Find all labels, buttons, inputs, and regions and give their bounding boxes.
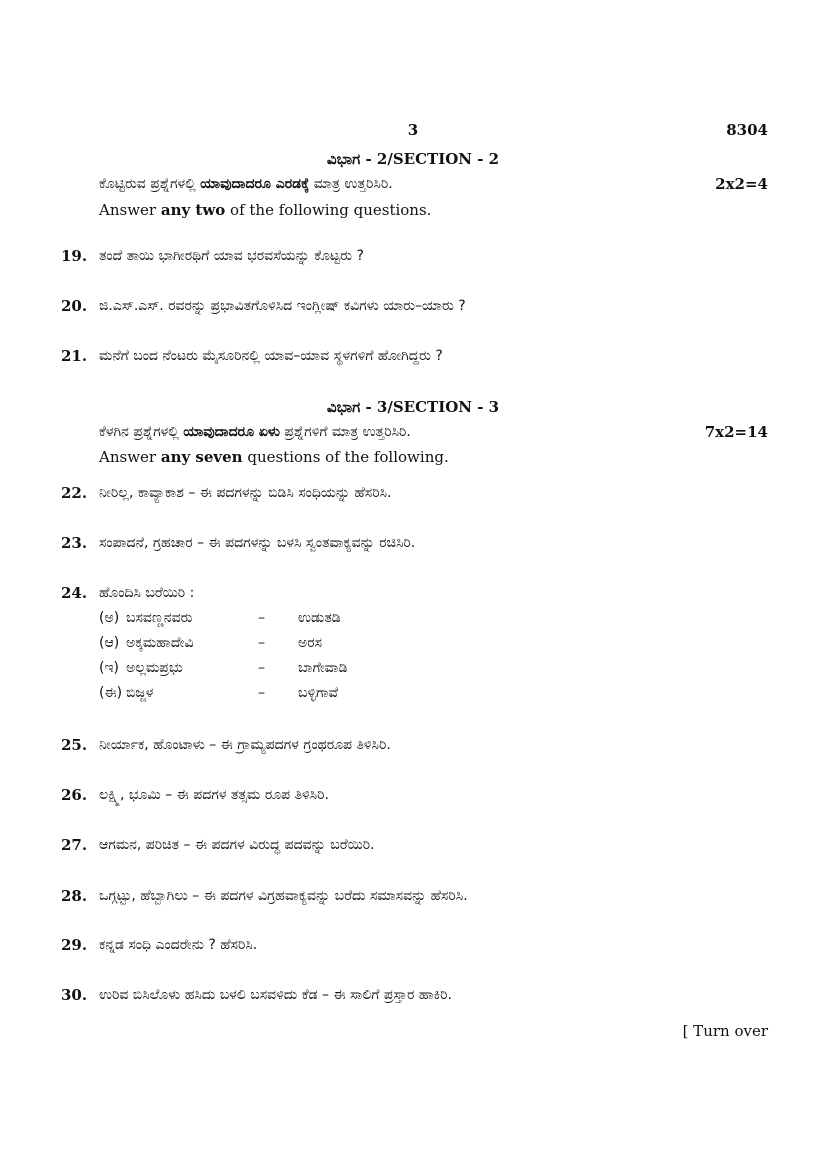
section-2-heading: ವಿಭಾಗ - 2/SECTION - 2 — [326, 150, 500, 168]
question-text: ಹೊಂದಿಸಿ ಬರೆಯಿರಿ : — [99, 585, 195, 601]
question-text: ಮನೆಗೆ ಬಂದ ನೆಂಟರು ಮೈಸೂರಿನಲ್ಲಿ ಯಾವ–ಯಾವ ಸ್ಥಳಗಳಿಗೆ ಹೋಗಿದ್ದರು ? — [99, 348, 443, 364]
match-item-label: (ಈ) — [99, 685, 123, 701]
question-number: 20. — [61, 297, 88, 315]
question-number: 21. — [61, 347, 88, 365]
question-text: ಉರಿವ ಬಿಸಿಲೊಳು ಹಸಿದು ಬಳಲಿ ಬಸವಳಿದು ಕೆಡ – ಈ ಸಾಲಿಗೆ ಪ್ರಸ್ತಾರ ಹಾಕಿರಿ. — [99, 987, 452, 1003]
section-2-instruction-kannada — [99, 176, 393, 192]
question-text: ಒಗ್ಗಟ್ಟು, ಹೆಬ್ಬಾಗಿಲು – ಈ ಪದಗಳ ವಿಗ್ರಹವಾಕ್ಯವನ್ನು ಬರೆದು ಸಮಾಸವನ್ನು ಹೆಸರಿಸಿ. — [99, 888, 468, 904]
instruction-text: ಕೊಟ್ಟಿರುವ ಪ್ರಶ್ನೆಗಳಲ್ಲಿ — [99, 176, 201, 192]
instruction-text: ಪ್ರಶ್ನೆಗಳಿಗೆ ಮಾತ್ರ ಉತ್ತರಿಸಿರಿ. — [279, 424, 411, 440]
question-text: ಆಗಮನ, ಪರಿಚಿತ – ಈ ಪದಗಳ ವಿರುದ್ಧ ಪದವನ್ನು ಬರೆಯಿರಿ. — [99, 837, 375, 853]
match-left-item: ಅಲ್ಲಮಪ್ರಭು — [126, 660, 183, 676]
question-number: 23. — [61, 534, 88, 552]
question-number: 27. — [61, 836, 88, 854]
question-text: ಜಿ.ಎಸ್.ಎಸ್. ರವರನ್ನು ಪ್ರಭಾವಿತಗೊಳಿಸಿದ ಇಂಗ್ಲೀಷ್ ಕವಿಗಳು ಯಾರು–ಯಾರು ? — [99, 298, 466, 314]
match-right-item: ಬಾಗೇವಾಡಿ — [298, 660, 348, 676]
match-item-label: (ಅ) — [99, 610, 120, 626]
match-item-label: (ಆ) — [99, 635, 120, 651]
instruction-emphasis: ಯಾವುದಾದರೂ ಎರಡಕ್ಕೆ — [200, 176, 310, 192]
instruction-emphasis: ಯಾವುದಾದರೂ ಏಳು — [183, 424, 280, 440]
question-number: 24. — [61, 584, 88, 602]
turn-over-note: [ Turn over — [682, 1022, 768, 1040]
instruction-text: questions of the following. — [242, 448, 449, 466]
section-3-instruction-kannada — [99, 424, 411, 440]
instruction-text: Answer — [99, 201, 161, 219]
instruction-text: ಮಾತ್ರ ಉತ್ತರಿಸಿರಿ. — [309, 176, 393, 192]
match-left-item: ಬಿಜ್ಜಳ — [126, 685, 154, 701]
instruction-text: of the following questions. — [225, 201, 432, 219]
question-text: ಕನ್ನಡ ಸಂಧಿ ಎಂದರೇನು ? ಹೆಸರಿಸಿ. — [99, 937, 258, 953]
question-number: 19. — [61, 247, 88, 265]
match-right-item: ಉಡುತಡಿ — [298, 610, 341, 626]
question-number: 30. — [61, 986, 88, 1004]
section-3-marks: 7x2=14 — [704, 423, 768, 441]
question-number: 26. — [61, 786, 88, 804]
match-left-item: ಅಕ್ಕಮಹಾದೇವಿ — [126, 635, 194, 651]
section-3-instruction-english — [99, 448, 449, 466]
question-number: 22. — [61, 484, 88, 502]
paper-code: 8304 — [726, 121, 768, 139]
match-dash: – — [258, 610, 265, 626]
question-number: 28. — [61, 887, 88, 905]
match-left-item: ಬಸವಣ್ಣನವರು — [126, 610, 193, 626]
match-dash: – — [258, 635, 265, 651]
match-right-item: ಬಳ್ಳಿಗಾವೆ — [298, 685, 339, 701]
match-right-item: ಅರಸ — [298, 635, 323, 651]
match-dash: – — [258, 685, 265, 701]
question-text: ತಂದೆ ತಾಯಿ ಭಾಗೀರಥಿಗೆ ಯಾವ ಭರವಸೆಯನ್ನು ಕೊಟ್ಟರು ? — [99, 248, 364, 264]
question-text: ಸಂಪಾದನೆ, ಗ್ರಹಚಾರ – ಈ ಪದಗಳನ್ನು ಬಳಸಿ ಸ್ವಂತವಾಕ್ಯವನ್ನು ರಚಿಸಿರಿ. — [99, 535, 416, 551]
question-text: ನೀರ್ಯಾಕ, ಹೊಂಟಾಳು – ಈ ಗ್ರಾಮ್ಯಪದಗಳ ಗ್ರಂಥರೂಪ ತಿಳಿಸಿರಿ. — [99, 737, 391, 753]
question-number: 29. — [61, 936, 88, 954]
section-2-instruction-english — [99, 201, 431, 219]
instruction-emphasis: any two — [160, 201, 226, 219]
section-3-heading: ವಿಭಾಗ - 3/SECTION - 3 — [326, 398, 500, 416]
instruction-text: ಕೆಳಗಿನ ಪ್ರಶ್ನೆಗಳಲ್ಲಿ — [99, 424, 184, 440]
section-2-marks: 2x2=4 — [715, 175, 768, 193]
question-text: ನೀರಿಲ್ಲ, ಕಾವ್ಯಾಕಾಶ – ಈ ಪದಗಳನ್ನು ಬಿಡಿಸಿ ಸಂಧಿಯನ್ನು ಹೆಸರಿಸಿ. — [99, 485, 392, 501]
instruction-emphasis: any seven — [160, 448, 243, 466]
page-number: 3 — [407, 121, 419, 139]
question-text: ಲಕ್ಷ್ಮಿ, ಭೂಮಿ – ಈ ಪದಗಳ ತತ್ಸಮ ರೂಪ ತಿಳಿಸಿರಿ. — [99, 787, 329, 803]
match-dash: – — [258, 660, 265, 676]
question-number: 25. — [61, 736, 88, 754]
instruction-text: Answer — [99, 448, 161, 466]
match-item-label: (ಇ) — [99, 660, 120, 676]
